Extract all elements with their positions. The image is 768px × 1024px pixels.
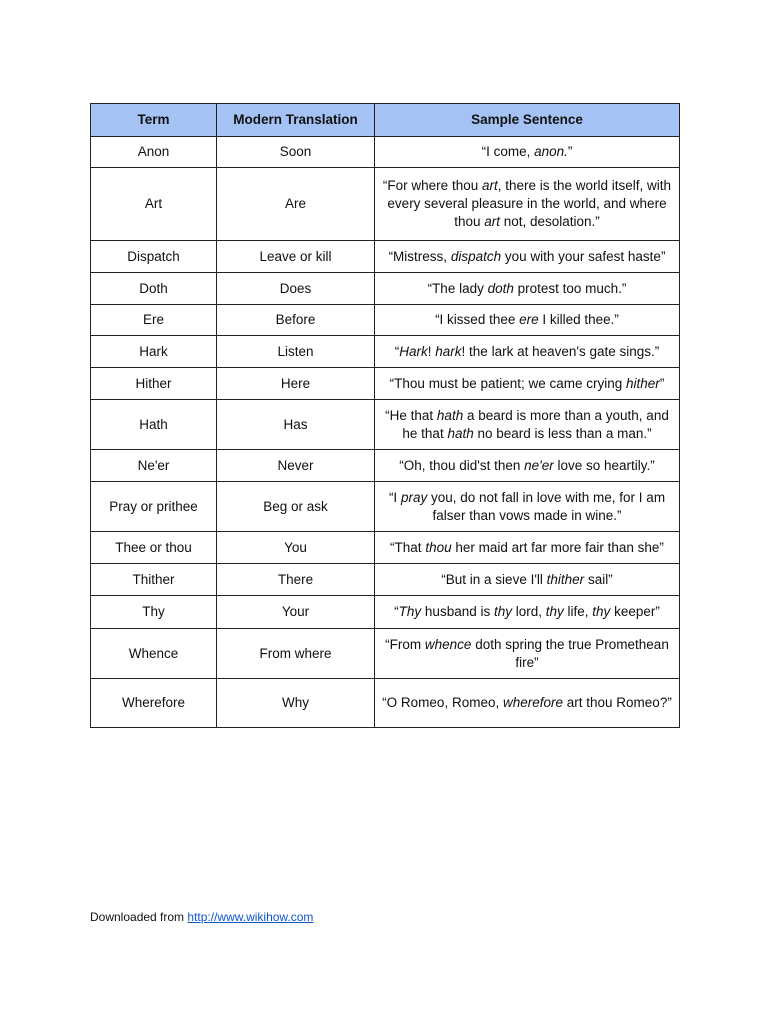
term-cell: Thither [91,564,217,596]
table-row [91,400,680,450]
header-term: Term [91,104,217,137]
sentence-text: sail” [584,571,613,587]
sentence-term-italic: hath [436,407,464,423]
term-cell: Whence [91,629,217,679]
sentence-cell [375,532,680,564]
sentence-term-italic: ere [519,312,539,327]
sentence-text: “But in a sieve I'll [441,571,547,587]
shakespeare-terms-table [90,103,680,728]
sentence-text: no beard is less than a man.” [473,425,652,441]
sentence-text: you, do not fall in love with me, for I am falser than vows made in wine.” [427,489,666,523]
sentence-term-italic: hath [447,425,474,441]
sentence-cell [375,305,680,336]
translation-cell: Never [217,450,375,482]
sentence-text: “I [388,489,401,505]
sentence-cell [375,596,680,629]
term-cell: Ne'er [91,450,217,482]
sentence-text: “Thou must be patient; we came crying [389,375,627,391]
sentence-text: “The lady [427,280,488,296]
sentence-cell [375,336,680,368]
table-row [91,482,680,532]
sentence-text: “ [394,343,400,359]
term-cell: Ere [91,305,217,336]
sentence-cell [375,368,680,400]
sentence-text: “I kissed thee [435,312,520,327]
term-cell: Thy [91,596,217,629]
sentence-term-italic: anon. [534,144,568,159]
term-cell: Pray or prithee [91,482,217,532]
sentence-term-italic: dispatch [450,248,502,264]
sentence-text: keeper” [610,604,660,619]
sentence-term-italic: thou [425,539,452,555]
translation-cell: There [217,564,375,596]
term-cell: Hark [91,336,217,368]
sentence-text: lord, [512,604,546,619]
sentence-text: “I come, [481,144,535,159]
wikihow-link[interactable]: http://www.wikihow.com [187,910,314,924]
sentence-text: “ [394,604,399,619]
header-modern-translation: Modern Translation [217,104,375,137]
term-cell: Hath [91,400,217,450]
table-row [91,305,680,336]
sentence-cell [375,629,680,679]
term-cell: Dispatch [91,241,217,273]
sentence-term-italic: pray [400,489,428,505]
sentence-text: protest too much.” [513,280,627,296]
sentence-term-italic: art [481,178,498,193]
translation-cell: Beg or ask [217,482,375,532]
translation-cell: Before [217,305,375,336]
translation-cell: Leave or kill [217,241,375,273]
download-source-footer [90,910,313,924]
sentence-text: a beard is more than a youth, and he that [402,407,669,441]
translation-cell: From where [217,629,375,679]
translation-cell: Does [217,273,375,305]
table-row [91,564,680,596]
table-row [91,168,680,241]
sentence-text: “From [385,636,425,652]
table-row [91,596,680,629]
sentence-cell [375,564,680,596]
translation-cell: Are [217,168,375,241]
sentence-cell [375,273,680,305]
sentence-term-italic: whence [424,636,472,652]
table-row [91,450,680,482]
sentence-text: , there is the world itself, with every several pleasure in the world, and where thou [387,178,672,229]
term-cell: Hither [91,368,217,400]
sentence-cell [375,400,680,450]
sentence-text: “That [390,539,426,555]
term-cell: Thee or thou [91,532,217,564]
sentence-cell [375,168,680,241]
sentence-text: husband is [421,604,494,619]
sentence-term-italic: thither [546,571,585,587]
header-sample-sentence: Sample Sentence [375,104,680,137]
translation-cell: Here [217,368,375,400]
sentence-text: ! the lark at heaven's gate sings.” [461,343,660,359]
sentence-term-italic: thy [493,604,512,619]
table-row [91,137,680,168]
sentence-text: life, [563,604,593,619]
translation-cell: Your [217,596,375,629]
sentence-text: ” [567,144,573,159]
translation-cell: Listen [217,336,375,368]
table-row [91,336,680,368]
sentence-text: art thou Romeo?” [563,695,672,710]
translation-cell: Soon [217,137,375,168]
sentence-text: you with your safest haste” [501,248,666,264]
term-cell: Anon [91,137,217,168]
sentence-text: not, desolation.” [499,214,600,229]
table-row [91,679,680,728]
sentence-term-italic: Hark [399,343,428,359]
table-row [91,629,680,679]
sentence-text: “O Romeo, Romeo, [382,695,503,710]
table-row [91,368,680,400]
sentence-cell [375,241,680,273]
table-row [91,241,680,273]
sentence-term-italic: wherefore [502,695,564,710]
translation-cell: Has [217,400,375,450]
sentence-text: love so heartily.” [553,457,655,473]
sentence-cell [375,137,680,168]
sentence-term-italic: ne'er [524,457,554,473]
sentence-text: “For where thou [382,178,482,193]
sentence-term-italic: Thy [398,604,422,619]
translation-cell: You [217,532,375,564]
sentence-text: I killed thee.” [538,312,619,327]
table-row [91,532,680,564]
sentence-cell [375,679,680,728]
term-cell: Art [91,168,217,241]
table-header-row [91,104,680,137]
sentence-text: ” [659,375,665,391]
sentence-cell [375,482,680,532]
sentence-cell [375,450,680,482]
sentence-term-italic: hither [626,375,660,391]
sentence-term-italic: art [484,214,500,229]
sentence-text: doth spring the true Promethean fire” [471,636,669,670]
sentence-term-italic: doth [487,280,514,296]
sentence-text: “He that [385,407,437,423]
term-cell: Wherefore [91,679,217,728]
term-cell: Doth [91,273,217,305]
sentence-term-italic: thy [545,604,564,619]
sentence-text: “Oh, thou did'st then [399,457,525,473]
table-row [91,273,680,305]
sentence-text: ! [427,343,436,359]
sentence-term-italic: thy [592,604,611,619]
sentence-text: “Mistress, [388,248,451,264]
sentence-text: her maid art far more fair than she” [451,539,664,555]
sentence-term-italic: hark [435,343,462,359]
translation-cell: Why [217,679,375,728]
footer-prefix: Downloaded from [90,910,188,924]
